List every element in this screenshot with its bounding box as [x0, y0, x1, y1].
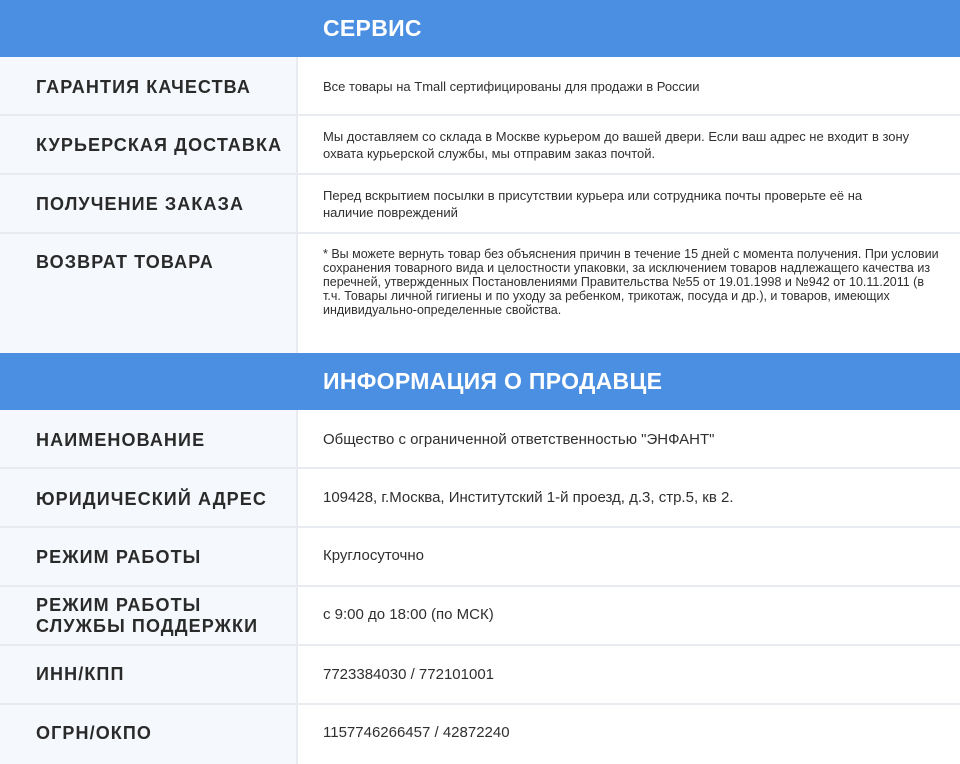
row-value-text: Мы доставляем со склада в Москве курьером до вашей двери. Если ваш адрес не входит в зону охвата курьерской службы, мы отправим заказ почтой.: [323, 129, 910, 161]
service-table: [0, 57, 960, 353]
row-value: [323, 175, 940, 232]
row-label: [0, 116, 298, 173]
service-row-receiving: [0, 175, 960, 234]
row-value-text: 109428, г.Москва, Институтский 1-й проезд, д.3, стр.5, кв 2.: [323, 489, 734, 506]
row-label: [0, 528, 298, 585]
row-value: [323, 528, 940, 585]
row-label-text: ПОЛУЧЕНИЕ ЗАКАЗА: [36, 194, 245, 214]
row-value: [323, 116, 940, 173]
row-value-text: Круглосуточно: [323, 547, 424, 564]
row-label: [0, 705, 298, 764]
seller-row-inn: [0, 646, 960, 705]
service-row-quality: [0, 57, 960, 116]
seller-row-name: [0, 410, 960, 469]
row-label-text: РЕЖИМ РАБОТЫ: [36, 595, 202, 615]
row-value-text: 1157746266457 / 42872240: [323, 724, 510, 741]
row-label: [0, 469, 298, 526]
row-value: [323, 705, 940, 764]
row-value: [323, 410, 940, 467]
seller-row-address: [0, 469, 960, 528]
seller-section-header: [0, 353, 960, 410]
row-label: [0, 234, 298, 353]
service-section-title: СЕРВИС: [323, 15, 422, 41]
service-row-return: [0, 234, 960, 353]
row-value: [323, 234, 940, 353]
service-row-delivery: [0, 116, 960, 175]
row-label-text: ОГРН/ОКПО: [36, 723, 153, 743]
service-section-header: [0, 0, 960, 57]
row-label: [0, 57, 298, 114]
row-label-text: РЕЖИМ РАБОТЫ: [36, 547, 202, 567]
row-value-text: Все товары на Tmall сертифицированы для продажи в России: [323, 79, 700, 94]
row-value: [323, 57, 940, 114]
row-label: [0, 410, 298, 467]
row-value-text: 7723384030 / 772101001: [323, 666, 495, 683]
row-label-text: КУРЬЕРСКАЯ ДОСТАВКА: [36, 135, 283, 155]
row-value-text: * Вы можете вернуть товар без объяснения причин в течение 15 дней с момента получения. При условии сохранения товарного вида и целостности упаковки, за исключением товаров надлежащего качества из перечней, утвержденных Постановлениями Правительства №55 от 19.01.1998 и №942 от 10.11.2011 (в т.ч. Товары личной гигиены и по уходу за ребенком, трикотаж, посуда и др.), и товаров, имеющих индивидуально-определенные свойства.: [323, 247, 939, 317]
seller-table: [0, 410, 960, 764]
seller-section-title: ИНФОРМАЦИЯ О ПРОДАВЦЕ: [323, 368, 663, 394]
row-label: [0, 646, 298, 703]
row-value-text: Перед вскрытием посылки в присутствии курьера или сотрудника почты проверьте её на наличие повреждений: [323, 188, 863, 220]
seller-row-ogrn: [0, 705, 960, 764]
row-value-text: Общество с ограниченной ответственностью "ЭНФАНТ": [323, 431, 715, 448]
row-label: [0, 587, 298, 644]
row-label: [0, 175, 298, 232]
row-value-text: с 9:00 до 18:00 (по МСК): [323, 606, 494, 623]
seller-row-support-hours: [0, 587, 960, 646]
seller-row-hours: [0, 528, 960, 587]
row-label-text: СЛУЖБЫ ПОДДЕРЖКИ: [36, 616, 259, 636]
row-label-text: ВОЗВРАТ ТОВАРА: [36, 252, 214, 272]
row-label-text: ИНН/КПП: [36, 664, 125, 684]
row-label-text: ГАРАНТИЯ КАЧЕСТВА: [36, 77, 251, 97]
row-label-text: ЮРИДИЧЕСКИЙ АДРЕС: [36, 489, 267, 509]
row-value: [323, 646, 940, 703]
row-value: [323, 587, 940, 644]
row-label-text: НАИМЕНОВАНИЕ: [36, 430, 206, 450]
row-value: [323, 469, 940, 526]
